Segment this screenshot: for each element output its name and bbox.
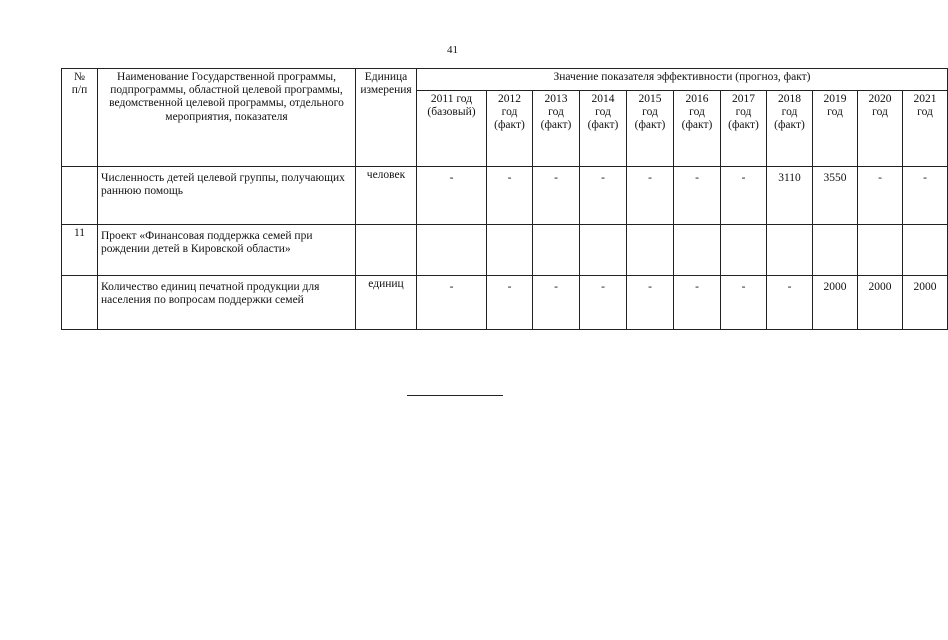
page-number: 41 (447, 44, 458, 56)
row-value (487, 225, 533, 276)
row-value: - (417, 167, 487, 225)
row-num (62, 167, 98, 225)
header-year: 2012 год (факт) (487, 91, 533, 167)
header-name: Наименование Государственной программы, подпрограммы, областной целевой программы, ведомственной целевой программы, отдельного мероприятия, показателя (98, 69, 356, 167)
row-value: - (580, 276, 627, 330)
row-value (674, 225, 721, 276)
row-value: 2000 (858, 276, 903, 330)
row-value: - (674, 167, 721, 225)
row-num (62, 276, 98, 330)
row-name: Численность детей целевой группы, получающих раннюю помощь (98, 167, 356, 225)
row-value: - (487, 167, 533, 225)
header-year: 2016 год (факт) (674, 91, 721, 167)
table-row (62, 167, 948, 225)
row-name: Проект «Финансовая поддержка семей при рождении детей в Кировской области» (98, 225, 356, 276)
row-value (721, 225, 767, 276)
row-value: 3550 (813, 167, 858, 225)
header-value-group: Значение показателя эффективности (прогноз, факт) (417, 69, 948, 91)
row-name: Количество единиц печатной продукции для населения по вопросам поддержки семей (98, 276, 356, 330)
header-year: 2011 год (базовый) (417, 91, 487, 167)
row-value: - (767, 276, 813, 330)
row-value: - (417, 276, 487, 330)
row-value (533, 225, 580, 276)
row-value: - (858, 167, 903, 225)
row-value: - (674, 276, 721, 330)
indicators-table (61, 68, 948, 330)
row-value (580, 225, 627, 276)
row-value (813, 225, 858, 276)
row-value: 2000 (903, 276, 948, 330)
row-value: - (533, 167, 580, 225)
closing-divider (407, 395, 503, 396)
row-value: - (903, 167, 948, 225)
header-year: 2014 год (факт) (580, 91, 627, 167)
row-num: 11 (62, 225, 98, 276)
header-year: 2018 год (факт) (767, 91, 813, 167)
row-value (627, 225, 674, 276)
header-year: 2015 год (факт) (627, 91, 674, 167)
row-value: 2000 (813, 276, 858, 330)
row-unit: человек (356, 167, 417, 225)
header-year: 2017 год (факт) (721, 91, 767, 167)
header-year: 2013 год (факт) (533, 91, 580, 167)
row-value: 3110 (767, 167, 813, 225)
header-year: 2021 год (903, 91, 948, 167)
row-value (858, 225, 903, 276)
row-value: - (627, 167, 674, 225)
row-value: - (721, 167, 767, 225)
row-value (767, 225, 813, 276)
row-value: - (721, 276, 767, 330)
table-row (62, 225, 948, 276)
header-year: 2020 год (858, 91, 903, 167)
row-value (903, 225, 948, 276)
row-value (417, 225, 487, 276)
row-value: - (487, 276, 533, 330)
header-num: № п/п (62, 69, 98, 167)
row-value: - (533, 276, 580, 330)
header-year: 2019 год (813, 91, 858, 167)
row-unit (356, 225, 417, 276)
table-row (62, 276, 948, 330)
header-unit: Единица измерения (356, 69, 417, 167)
row-value: - (627, 276, 674, 330)
row-value: - (580, 167, 627, 225)
row-unit: единиц (356, 276, 417, 330)
